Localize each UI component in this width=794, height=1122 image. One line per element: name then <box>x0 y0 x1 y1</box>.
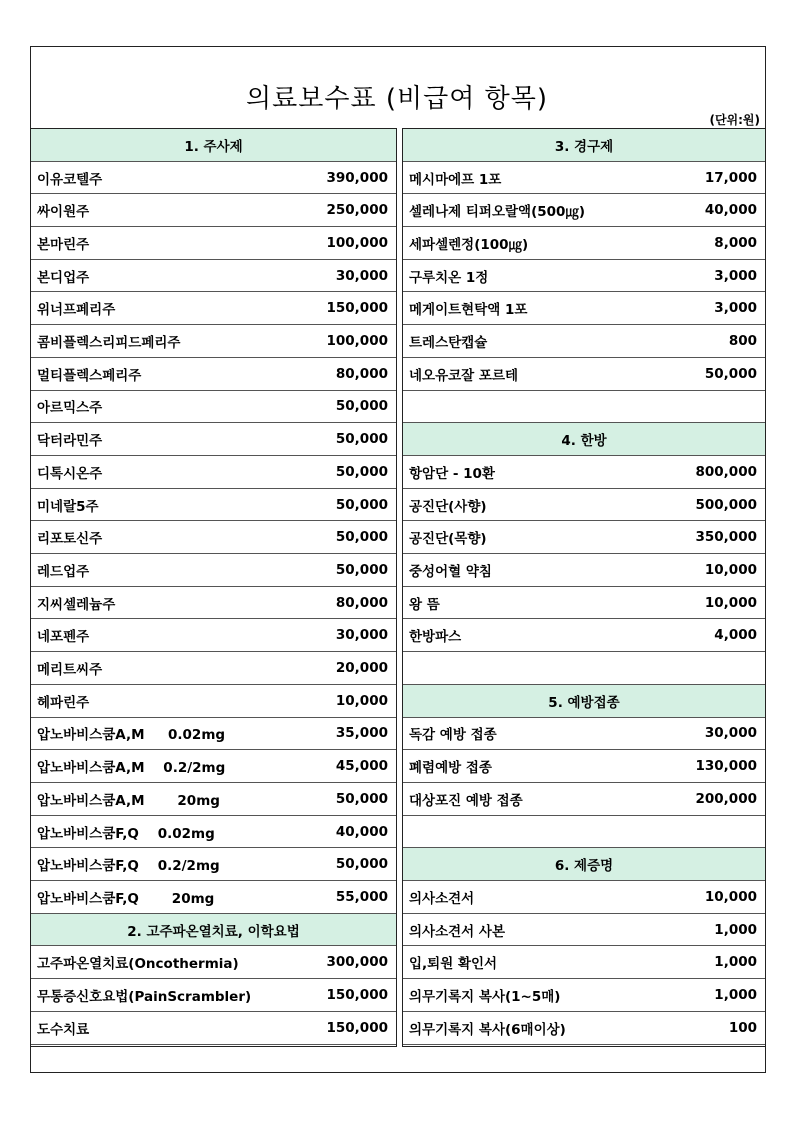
section-title: 4. 한방 <box>561 433 607 450</box>
item-price: 10,000 <box>704 594 757 611</box>
item-name: 공진단(사향) <box>409 498 487 515</box>
item-price: 200,000 <box>695 790 757 807</box>
item-price: 80,000 <box>335 594 388 611</box>
item-price: 1,000 <box>714 954 757 971</box>
item-name: 폐렴예방 접종 <box>409 760 492 777</box>
item-price: 1,000 <box>714 921 757 938</box>
section-header <box>403 848 765 881</box>
price-row <box>31 554 396 587</box>
item-price: 800 <box>728 333 757 350</box>
item-name: 미네랄5주 <box>37 498 99 515</box>
item-name: 닥터라민주 <box>37 433 103 450</box>
item-name: 항암단 - 10환 <box>409 465 495 482</box>
section-title: 6. 제증명 <box>554 858 614 875</box>
item-name: 압노바비스쿰A,M 0.2/2mg <box>37 760 226 777</box>
price-row <box>403 750 765 783</box>
price-row <box>403 783 765 816</box>
price-row <box>403 260 765 293</box>
item-name: 의사소견서 사본 <box>409 923 505 940</box>
price-row <box>403 521 765 554</box>
price-row <box>31 620 396 653</box>
item-price: 350,000 <box>695 529 757 546</box>
item-price: 150,000 <box>326 300 388 317</box>
price-row <box>31 783 396 816</box>
price-row <box>31 391 396 424</box>
price-row <box>31 1012 396 1045</box>
item-name: 공진단(목향) <box>409 531 487 548</box>
price-row <box>403 1012 765 1045</box>
item-price: 20,000 <box>335 660 388 677</box>
item-price: 390,000 <box>326 169 388 186</box>
item-price: 50,000 <box>335 561 388 578</box>
item-price: 100 <box>728 1019 757 1036</box>
section-header <box>403 685 765 718</box>
price-row <box>403 587 765 620</box>
price-row <box>31 947 396 980</box>
item-price: 10,000 <box>335 692 388 709</box>
price-row <box>31 358 396 391</box>
item-price: 50,000 <box>335 790 388 807</box>
item-name: 왕 뜸 <box>409 596 440 613</box>
price-row <box>403 554 765 587</box>
item-price: 17,000 <box>704 169 757 186</box>
item-price: 80,000 <box>335 365 388 382</box>
item-price: 50,000 <box>335 463 388 480</box>
right-price-column <box>402 128 766 1047</box>
item-price: 500,000 <box>695 496 757 513</box>
price-row <box>31 652 396 685</box>
price-row <box>403 456 765 489</box>
price-row <box>403 881 765 914</box>
item-price: 150,000 <box>326 1019 388 1036</box>
item-price: 150,000 <box>326 987 388 1004</box>
price-row <box>403 620 765 653</box>
item-price: 50,000 <box>335 431 388 448</box>
item-name: 네포펜주 <box>37 629 90 646</box>
price-row <box>403 979 765 1012</box>
price-row <box>31 685 396 718</box>
blank-row <box>403 816 765 849</box>
price-row <box>31 750 396 783</box>
item-name: 리포토신주 <box>37 531 103 548</box>
item-price: 1,000 <box>714 987 757 1004</box>
item-name: 압노바비스쿰F,Q 0.02mg <box>37 825 215 842</box>
price-row <box>31 489 396 522</box>
item-name: 본마린주 <box>37 236 90 253</box>
item-name: 메게이트현탁액 1포 <box>409 302 528 319</box>
item-price: 30,000 <box>335 267 388 284</box>
price-row <box>403 194 765 227</box>
item-name: 셀레나제 티퍼오랄액(500㎍) <box>409 204 586 221</box>
item-name: 본디업주 <box>37 269 90 286</box>
item-price: 50,000 <box>335 398 388 415</box>
price-row <box>31 456 396 489</box>
item-price: 100,000 <box>326 333 388 350</box>
price-row <box>31 227 396 260</box>
price-row <box>31 194 396 227</box>
item-price: 10,000 <box>704 561 757 578</box>
item-name: 메시마에프 1포 <box>409 171 502 188</box>
item-name: 싸이원주 <box>37 204 90 221</box>
item-price: 50,000 <box>704 365 757 382</box>
price-row <box>31 587 396 620</box>
item-name: 트레스탄캡슐 <box>409 335 488 352</box>
price-row <box>403 162 765 195</box>
item-name: 의무기록지 복사(1~5매) <box>409 989 561 1006</box>
item-name: 압노바비스쿰A,M 0.02mg <box>37 727 226 744</box>
item-name: 디톡시온주 <box>37 465 103 482</box>
price-row <box>403 325 765 358</box>
section-title: 2. 고주파온열치료, 이학요법 <box>127 923 300 940</box>
item-name: 헤파린주 <box>37 694 90 711</box>
item-name: 입,퇴원 확인서 <box>409 956 498 973</box>
price-row <box>31 293 396 326</box>
item-name: 의사소견서 <box>409 890 475 907</box>
blank-row <box>403 391 765 424</box>
price-row <box>403 718 765 751</box>
price-row <box>31 162 396 195</box>
item-name: 고주파온열치료(Oncothermia) <box>37 956 239 973</box>
item-name: 세파셀렌정(100㎍) <box>409 236 529 253</box>
item-price: 3,000 <box>714 267 757 284</box>
item-price: 4,000 <box>714 627 757 644</box>
item-price: 250,000 <box>326 202 388 219</box>
price-row <box>403 293 765 326</box>
price-row <box>31 881 396 914</box>
item-name: 압노바비스쿰F,Q 20mg <box>37 890 215 907</box>
item-name: 지씨셀레늄주 <box>37 596 116 613</box>
item-price: 800,000 <box>695 463 757 480</box>
item-price: 35,000 <box>335 725 388 742</box>
item-price: 30,000 <box>704 725 757 742</box>
section-title: 3. 경구제 <box>554 138 614 155</box>
item-name: 콤비플렉스리피드페리주 <box>37 335 181 352</box>
price-row <box>31 521 396 554</box>
price-row <box>31 325 396 358</box>
item-price: 50,000 <box>335 529 388 546</box>
item-name: 독감 예방 접종 <box>409 727 497 744</box>
item-price: 30,000 <box>335 627 388 644</box>
price-row <box>31 718 396 751</box>
item-price: 8,000 <box>714 234 757 251</box>
price-row <box>31 979 396 1012</box>
price-row <box>403 489 765 522</box>
item-price: 50,000 <box>335 496 388 513</box>
section-header <box>403 423 765 456</box>
item-name: 네오유코잘 포르테 <box>409 367 519 384</box>
price-row <box>403 358 765 391</box>
item-name: 멀티플렉스페리주 <box>37 367 142 384</box>
item-price: 130,000 <box>695 758 757 775</box>
price-row <box>31 260 396 293</box>
item-price: 100,000 <box>326 234 388 251</box>
item-name: 이유코텔주 <box>37 171 103 188</box>
item-name: 중성어혈 약침 <box>409 563 492 580</box>
item-name: 무통증신호요법(PainScrambler) <box>37 989 252 1006</box>
price-row <box>31 423 396 456</box>
item-name: 압노바비스쿰A,M 20mg <box>37 792 220 809</box>
section-title: 5. 예방접종 <box>548 694 620 711</box>
item-name: 대상포진 예방 접종 <box>409 792 523 809</box>
price-row <box>403 947 765 980</box>
section-header <box>403 129 765 162</box>
item-price: 3,000 <box>714 300 757 317</box>
item-name: 아르믹스주 <box>37 400 103 417</box>
item-price: 55,000 <box>335 888 388 905</box>
price-row <box>31 848 396 881</box>
page-title: 의료보수표 (비급여 항목) <box>246 84 548 114</box>
item-name: 레드업주 <box>37 563 90 580</box>
item-name: 메리트씨주 <box>37 662 103 679</box>
unit-label: (단위:원) <box>709 113 760 127</box>
item-price: 50,000 <box>335 856 388 873</box>
item-name: 의무기록지 복사(6매이상) <box>409 1021 566 1038</box>
section-header <box>31 914 396 947</box>
item-name: 위너프페리주 <box>37 302 116 319</box>
section-title: 1. 주사제 <box>184 138 243 155</box>
section-header <box>31 129 396 162</box>
item-price: 300,000 <box>326 954 388 971</box>
item-name: 도수치료 <box>37 1021 90 1038</box>
item-price: 45,000 <box>335 758 388 775</box>
item-price: 40,000 <box>704 202 757 219</box>
left-price-column <box>30 128 397 1047</box>
item-price: 40,000 <box>335 823 388 840</box>
item-name: 구루치온 1정 <box>409 269 489 286</box>
price-row <box>31 816 396 849</box>
price-row <box>403 914 765 947</box>
blank-row <box>403 652 765 685</box>
item-name: 압노바비스쿰F,Q 0.2/2mg <box>37 858 220 875</box>
item-price: 10,000 <box>704 888 757 905</box>
price-row <box>403 227 765 260</box>
item-name: 한방파스 <box>409 629 462 646</box>
